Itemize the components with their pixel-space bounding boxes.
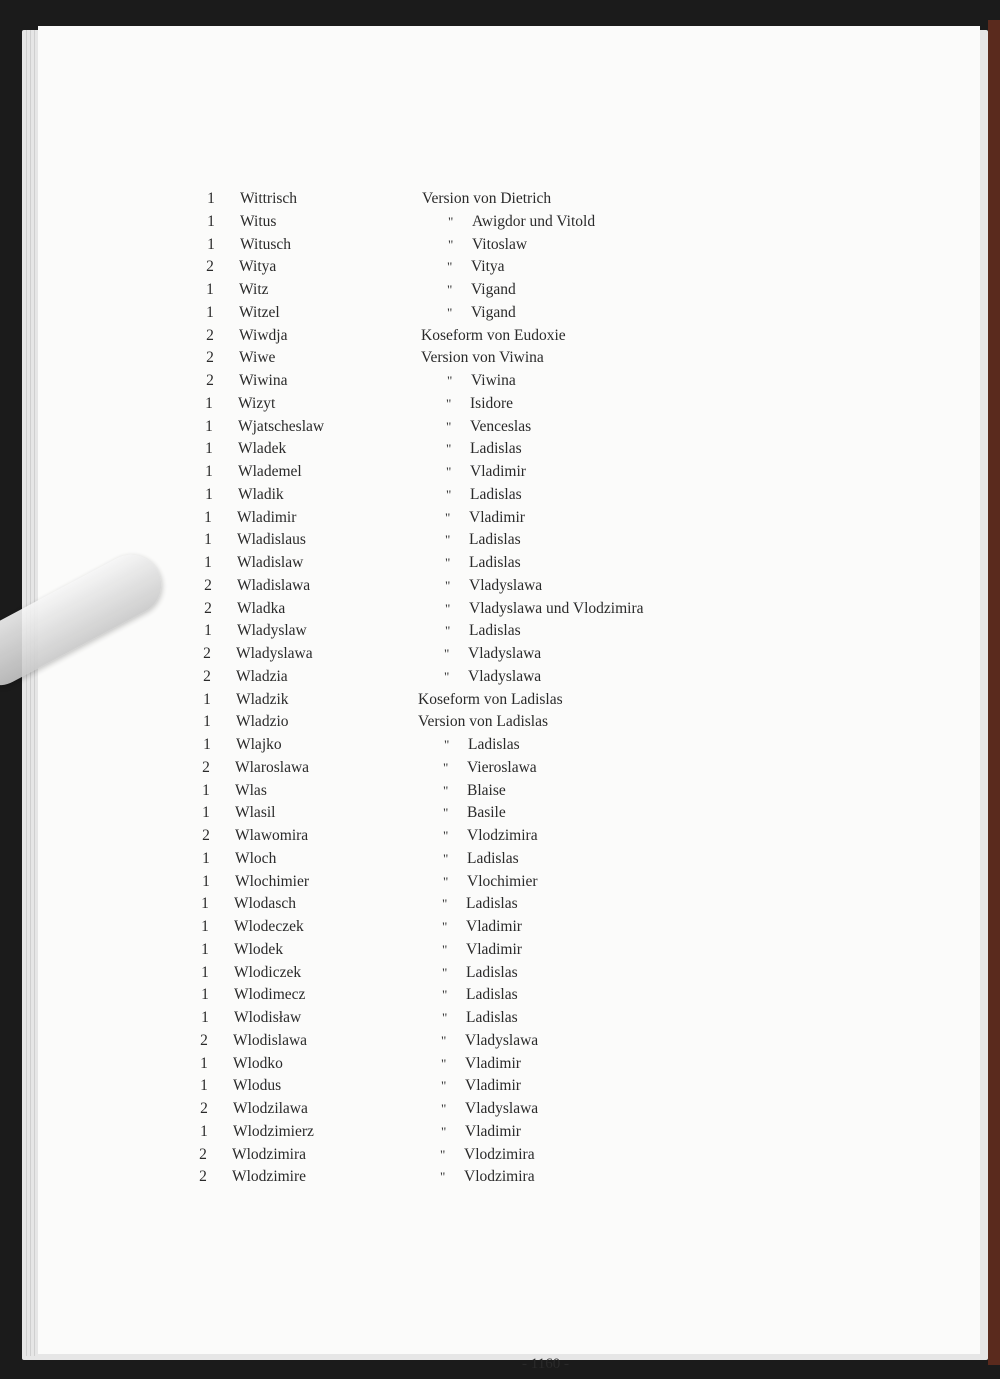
ditto-mark: "	[442, 919, 448, 934]
entry-count: 2	[206, 258, 214, 276]
entry-name: Wlodko	[233, 1054, 283, 1072]
entry-reference: Vladimir	[470, 463, 526, 480]
ditto-mark: "	[443, 782, 449, 798]
entry-name: Wladek	[238, 440, 287, 458]
entry-name: Wladka	[237, 599, 286, 617]
entry-reference: Ladislas	[466, 895, 518, 913]
entry-count: 1	[201, 986, 209, 1004]
entry-reference: Vlodzimira	[467, 827, 538, 844]
ditto-mark: "	[448, 213, 454, 229]
ditto-mark: "	[445, 623, 451, 639]
entry-count: 1	[200, 1077, 208, 1095]
ditto-mark: "	[445, 577, 451, 593]
entry-reference: Vladimir	[465, 1054, 521, 1072]
entry-name: Wjatscheslaw	[238, 417, 325, 435]
entry-count: 1	[202, 849, 210, 867]
ditto-mark: "	[446, 464, 452, 479]
entry-reference: Vieroslawa	[467, 758, 537, 776]
entry-count: 1	[204, 531, 212, 549]
entry-count: 1	[201, 940, 209, 958]
entry-count: 2	[200, 1031, 208, 1049]
entry-reference: Vitya	[471, 258, 505, 276]
entry-name: Wladislawa	[237, 576, 311, 594]
entry-count: 1	[201, 963, 209, 981]
entry-name: Wladzio	[236, 713, 289, 731]
entry-name: Wlodeczek	[234, 918, 304, 935]
entry-description: Version von Viwina	[421, 349, 544, 367]
ditto-mark: "	[443, 873, 449, 889]
entry-reference: Vigand	[471, 281, 516, 298]
entry-name: Witya	[239, 258, 277, 276]
entry-name: Wlodzimierz	[233, 1122, 314, 1140]
entry-name: Wloch	[235, 849, 277, 867]
ditto-mark: "	[447, 304, 453, 320]
entry-count: 1	[203, 713, 211, 731]
entry-reference: Vladimir	[465, 1077, 521, 1095]
entry-count: 1	[201, 918, 209, 935]
ditto-mark: "	[441, 1032, 447, 1048]
ditto-mark: "	[442, 964, 448, 980]
entry-reference: Vladyslawa	[469, 576, 543, 594]
ditto-mark: "	[442, 987, 448, 1003]
entry-name: Wiwe	[239, 349, 276, 367]
entry-name: Wlodiczek	[234, 963, 302, 981]
entry-count: 1	[203, 736, 211, 753]
entry-count: 2	[199, 1145, 207, 1163]
book-cover-edge	[988, 20, 1000, 1365]
entry-reference: Ladislas	[468, 736, 520, 753]
entry-count: 2	[199, 1168, 207, 1186]
entry-name: Witusch	[240, 235, 292, 253]
entry-reference: Vladyslawa	[468, 667, 542, 685]
entry-name: Wlasil	[235, 804, 276, 822]
entry-reference: Vlodzimira	[464, 1168, 535, 1186]
ditto-mark: "	[444, 646, 450, 661]
entry-name: Wlodzimira	[232, 1145, 307, 1163]
ditto-mark: "	[443, 850, 449, 866]
entry-count: 1	[201, 1009, 209, 1026]
page-edge	[34, 30, 35, 1356]
ditto-mark: "	[447, 373, 453, 388]
entry-reference: Ladislas	[469, 531, 521, 549]
entry-count: 2	[206, 349, 214, 367]
entry-name: Wittrisch	[240, 190, 298, 207]
entry-count: 1	[202, 781, 210, 799]
entry-count: 1	[203, 690, 211, 708]
entry-name: Wlodisław	[234, 1009, 302, 1026]
entry-name: Wlawomira	[235, 827, 309, 844]
ditto-mark: "	[445, 555, 451, 570]
entry-name: Wizyt	[238, 394, 276, 412]
ditto-mark: "	[440, 1146, 446, 1162]
entry-count: 1	[205, 440, 213, 458]
entry-count: 1	[200, 1122, 208, 1140]
entry-name: Wladimir	[237, 508, 297, 526]
entry-count: 1	[206, 281, 214, 298]
entry-count: 1	[202, 872, 210, 890]
entry-name: Wlodasch	[234, 895, 296, 913]
entry-count: 1	[204, 554, 212, 571]
entry-count: 1	[200, 1054, 208, 1072]
entry-name: Wladislaus	[237, 531, 306, 549]
entry-name: Wladik	[238, 485, 284, 503]
ditto-mark: "	[445, 509, 451, 525]
entry-name: Wlajko	[236, 736, 282, 753]
entry-name: Wladzik	[236, 690, 289, 708]
entry-count: 2	[206, 326, 214, 344]
entry-name: Wlodek	[234, 940, 284, 958]
entry-reference: Venceslas	[470, 417, 532, 435]
entry-reference: Ladislas	[466, 986, 518, 1004]
ditto-mark: "	[446, 395, 452, 411]
entry-name: Wlodislawa	[233, 1031, 308, 1049]
book-page	[38, 26, 980, 1372]
entry-reference: Ladislas	[470, 440, 522, 458]
entry-count: 1	[205, 394, 213, 412]
entry-reference: Ladislas	[467, 849, 519, 867]
entry-name: Wiwdja	[239, 326, 288, 344]
ditto-mark: "	[446, 486, 452, 502]
entry-count: 1	[207, 190, 215, 207]
entry-reference: Vlochimier	[467, 872, 538, 890]
ditto-mark: "	[447, 259, 453, 275]
entry-name: Wlas	[235, 781, 267, 799]
entry-count: 1	[205, 485, 213, 503]
entry-reference: Awigdor und Vitold	[472, 212, 596, 230]
entry-reference: Vladyslawa	[465, 1100, 539, 1117]
ditto-mark: "	[443, 759, 449, 775]
page-edge	[26, 30, 27, 1356]
entry-reference: Isidore	[470, 394, 514, 412]
entry-reference: Vitoslaw	[472, 235, 528, 253]
entry-reference: Ladislas	[466, 1009, 518, 1026]
entry-reference: Vladimir	[469, 508, 525, 526]
entry-reference: Vladimir	[465, 1122, 521, 1140]
entry-count: 1	[207, 212, 215, 230]
ditto-mark: "	[441, 1123, 447, 1139]
entry-count: 2	[202, 758, 210, 776]
entry-reference: Ladislas	[469, 622, 521, 640]
ditto-mark: "	[447, 282, 453, 297]
ditto-mark: "	[445, 600, 451, 616]
entry-description: Version von Ladislas	[418, 713, 549, 731]
entry-reference: Vladyslawa	[465, 1031, 539, 1049]
entry-name: Wlochimier	[235, 872, 310, 890]
entry-count: 1	[202, 804, 210, 822]
entry-name: Witzel	[239, 303, 280, 321]
entry-count: 1	[205, 463, 213, 480]
entry-count: 2	[206, 372, 214, 389]
ditto-mark: "	[448, 236, 454, 252]
entry-count: 1	[204, 622, 212, 640]
entry-description: Koseform von Ladislas	[418, 690, 563, 708]
entry-name: Witz	[239, 281, 269, 298]
entry-count: 1	[207, 235, 215, 253]
entry-reference: Vladimir	[466, 940, 522, 958]
ditto-mark: "	[442, 1010, 448, 1025]
ditto-mark: "	[445, 532, 451, 548]
entry-name: Wlodimecz	[234, 986, 306, 1004]
entry-reference: Blaise	[467, 781, 506, 799]
ditto-mark: "	[446, 441, 452, 457]
entry-reference: Vlodzimira	[464, 1145, 535, 1163]
entry-reference: Ladislas	[466, 963, 518, 981]
entry-reference: Ladislas	[470, 485, 522, 503]
entry-count: 2	[203, 667, 211, 685]
entry-reference: Vigand	[471, 303, 516, 321]
entry-count: 2	[204, 576, 212, 594]
entry-count: 2	[203, 645, 211, 662]
entry-name: Wlademel	[238, 463, 302, 480]
entry-description: Koseform von Eudoxie	[421, 326, 566, 344]
entry-name: Wiwina	[239, 372, 288, 389]
ditto-mark: "	[446, 418, 452, 434]
ditto-mark: "	[443, 828, 449, 843]
page-number: - 1160 -	[522, 1356, 569, 1372]
entry-count: 2	[200, 1100, 208, 1117]
entry-name: Wladislaw	[237, 554, 304, 571]
entry-name: Witus	[240, 212, 277, 230]
entry-reference: Ladislas	[469, 554, 521, 571]
entry-count: 1	[201, 895, 209, 913]
ditto-mark: "	[443, 805, 449, 821]
entry-name: Wladyslawa	[236, 645, 313, 662]
entry-name: Wladyslaw	[237, 622, 307, 640]
entry-count: 1	[206, 303, 214, 321]
ditto-mark: "	[442, 941, 448, 957]
ditto-mark: "	[444, 668, 450, 684]
entry-name: Wlodzilawa	[233, 1100, 308, 1117]
ditto-mark: "	[444, 737, 450, 752]
entry-reference: Viwina	[471, 372, 516, 389]
entry-description: Version von Dietrich	[422, 190, 552, 207]
ditto-mark: "	[441, 1078, 447, 1094]
entry-name: Wlodzimire	[232, 1168, 307, 1186]
entry-name: Wlaroslawa	[235, 758, 310, 776]
entry-reference: Basile	[467, 804, 506, 822]
ditto-mark: "	[440, 1169, 446, 1185]
ditto-mark: "	[442, 896, 448, 912]
entry-reference: Vladyslawa	[468, 645, 542, 662]
entry-reference: Vladimir	[466, 918, 522, 935]
entry-name: Wlodus	[233, 1077, 282, 1095]
ditto-mark: "	[441, 1055, 447, 1071]
entry-name: Wladzia	[236, 667, 288, 685]
entry-reference: Vladyslawa und Vlodzimira	[469, 599, 644, 617]
entry-count: 1	[205, 417, 213, 435]
entry-count: 1	[204, 508, 212, 526]
page-edge	[30, 30, 31, 1356]
ditto-mark: "	[441, 1101, 447, 1116]
entry-count: 2	[204, 599, 212, 617]
entry-count: 2	[202, 827, 210, 844]
